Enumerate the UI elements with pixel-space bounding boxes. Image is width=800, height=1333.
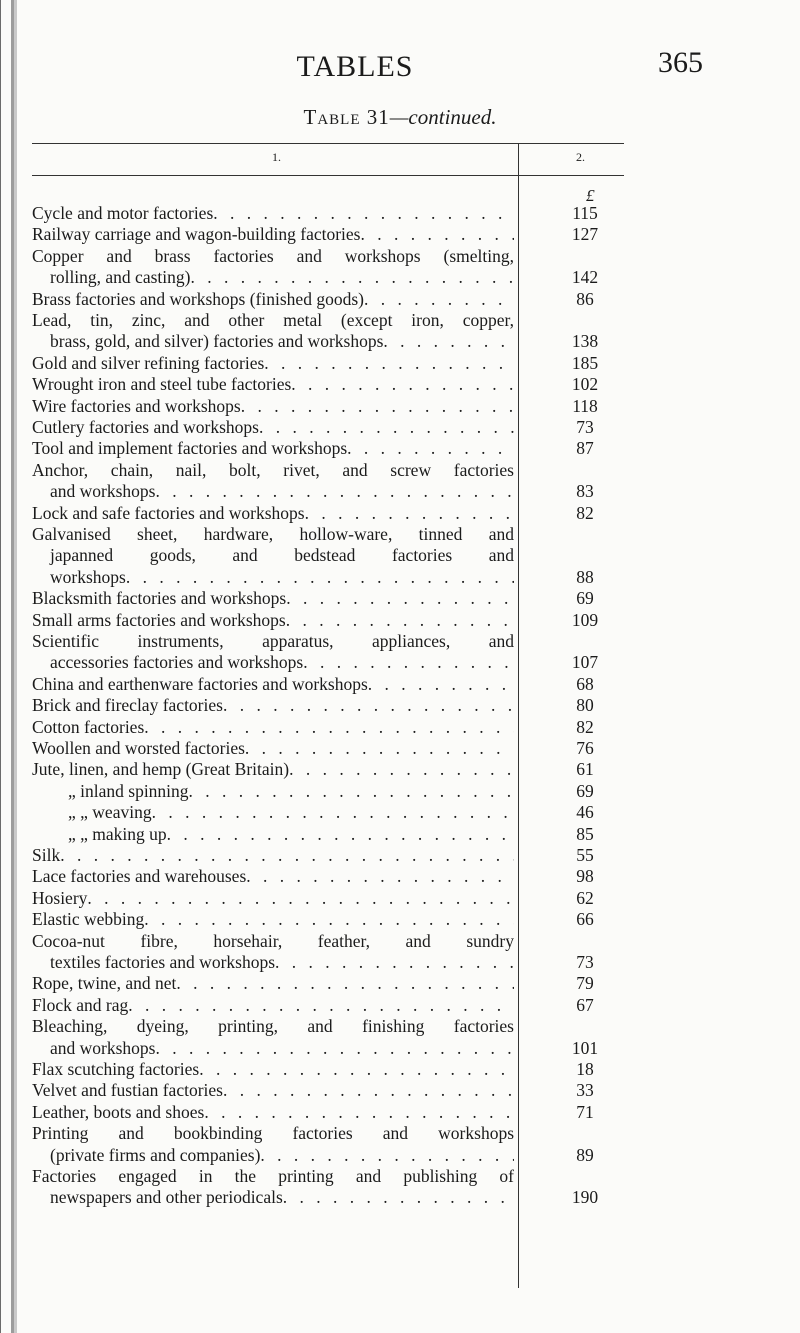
table-row xyxy=(32,845,514,866)
row-label-text: „ „ weaving xyxy=(68,802,152,823)
row-label-text: Rope, twine, and net xyxy=(32,973,177,994)
pound-unit-label: £ xyxy=(586,186,595,205)
row-label-line xyxy=(32,845,514,866)
row-label-line xyxy=(32,909,514,930)
row-label-line xyxy=(32,353,514,374)
row-label-text: workshops xyxy=(50,566,126,587)
row-value: 61 xyxy=(576,759,594,780)
row-label-line xyxy=(32,973,514,994)
row-label-text: Wire factories and workshops xyxy=(32,395,241,416)
row-value: 71 xyxy=(576,1101,594,1122)
table-row xyxy=(32,1059,514,1080)
row-value: 18 xyxy=(576,1059,594,1079)
row-value: 115 xyxy=(572,203,598,223)
dot-leader xyxy=(190,267,514,288)
row-value: 55 xyxy=(576,845,594,865)
table-row xyxy=(32,995,514,1016)
row-label-line xyxy=(32,417,514,438)
page-number: 365 xyxy=(658,46,703,79)
row-value: 62 xyxy=(576,887,594,908)
table-top-rule xyxy=(32,143,624,144)
row-value: 82 xyxy=(576,716,594,737)
dot-leader xyxy=(286,588,514,609)
table-row xyxy=(32,224,514,245)
row-label-line xyxy=(32,824,514,845)
row-label-line xyxy=(32,952,514,973)
row-label-line xyxy=(32,396,514,417)
table-row xyxy=(32,866,514,887)
dot-leader xyxy=(60,845,514,866)
row-label-text: Cycle and motor factories xyxy=(32,203,214,223)
dot-leader xyxy=(128,995,514,1016)
dot-leader xyxy=(126,567,514,588)
dot-leader xyxy=(360,224,514,245)
dot-leader xyxy=(199,1059,514,1080)
row-label-text: and workshops xyxy=(50,481,156,502)
table-row xyxy=(32,1166,514,1209)
dot-leader xyxy=(291,374,514,395)
table-row xyxy=(32,588,514,609)
row-label-text: Cutlery factories and workshops xyxy=(32,417,259,437)
row-value: 69 xyxy=(576,780,594,801)
row-label-line xyxy=(32,481,514,502)
table-caption xyxy=(0,105,800,130)
row-value: 118 xyxy=(572,395,598,416)
table-row xyxy=(32,909,514,930)
row-label-line xyxy=(32,1187,514,1208)
row-value: 87 xyxy=(576,438,594,459)
table-row xyxy=(32,203,514,224)
row-value: 66 xyxy=(576,909,594,930)
row-value: 83 xyxy=(576,481,594,502)
table-caption-continued: —continued. xyxy=(389,105,497,129)
row-label-text: newspapers and other periodicals xyxy=(50,1187,283,1208)
dot-leader xyxy=(259,417,514,438)
table-row xyxy=(32,610,514,631)
row-label-line: Anchor, chain, nail, bolt, rivet, and screw factories xyxy=(32,459,514,480)
column-divider xyxy=(518,143,519,1288)
dot-leader xyxy=(213,203,514,224)
column-header-2: 2. xyxy=(576,150,585,164)
row-label-line xyxy=(32,759,514,780)
row-label-line xyxy=(32,674,514,695)
dot-leader xyxy=(152,802,514,823)
row-value: 80 xyxy=(576,695,594,716)
row-value: 109 xyxy=(571,609,599,630)
row-value: 69 xyxy=(576,588,594,609)
row-label-line xyxy=(32,567,514,588)
table-row xyxy=(32,1123,514,1166)
dot-leader xyxy=(275,952,514,973)
row-label-line xyxy=(32,802,514,823)
table-row xyxy=(32,824,514,845)
table-row xyxy=(32,888,514,909)
row-label-text: Woollen and worsted factories xyxy=(32,738,245,758)
dot-leader xyxy=(189,781,514,802)
table-row xyxy=(32,1102,514,1123)
table-row xyxy=(32,674,514,695)
row-label-line xyxy=(32,652,514,673)
row-label-text: Elastic webbing xyxy=(32,909,145,930)
row-label-line xyxy=(32,374,514,395)
row-label-text: Gold and silver refining factories xyxy=(32,352,265,373)
dot-leader xyxy=(241,396,514,417)
row-value: 68 xyxy=(576,673,594,694)
dot-leader xyxy=(144,717,514,738)
table-row xyxy=(32,717,514,738)
table-row xyxy=(32,973,514,994)
row-value: 102 xyxy=(571,374,599,395)
table-row xyxy=(32,310,514,353)
row-value: 33 xyxy=(576,1080,594,1101)
row-value: 46 xyxy=(576,802,594,823)
row-label-line: Galvanised sheet, hardware, hollow-ware, tinned and xyxy=(32,524,514,544)
row-label-text: textiles factories and workshops xyxy=(50,952,276,972)
row-label-text: Cotton factories xyxy=(32,716,145,737)
row-label-line xyxy=(32,331,514,352)
dot-leader xyxy=(176,973,514,994)
table-row xyxy=(32,931,514,974)
table-row xyxy=(32,759,514,780)
row-value: 73 xyxy=(576,417,594,437)
row-label-text: Jute, linen, and hemp (Great Britain) xyxy=(32,759,290,780)
row-value: 127 xyxy=(571,224,599,245)
column-header-1: 1. xyxy=(272,150,281,164)
row-label-line xyxy=(32,888,514,909)
dot-leader xyxy=(204,1102,514,1123)
dot-leader xyxy=(246,866,514,887)
row-label-line xyxy=(32,203,514,224)
row-value: 89 xyxy=(576,1144,594,1165)
row-label-text: Velvet and fustian factories xyxy=(32,1080,223,1101)
row-label-line: Copper and brass factories and workshops (smelting, xyxy=(32,245,514,266)
row-value: 76 xyxy=(576,738,594,758)
row-label-text: rolling, and casting) xyxy=(50,267,191,288)
table-row xyxy=(32,738,514,759)
dot-leader xyxy=(283,1187,514,1208)
row-label-line xyxy=(32,1080,514,1101)
dot-leader xyxy=(260,1145,514,1166)
table-row xyxy=(32,503,514,524)
row-label-line: Factories engaged in the printing and publishing of xyxy=(32,1166,514,1186)
header-bottom-rule xyxy=(32,175,624,176)
row-value: 138 xyxy=(571,331,599,352)
row-label-line: japanned goods, and bedstead factories and xyxy=(50,545,514,566)
row-value: 82 xyxy=(576,502,594,523)
row-value: 88 xyxy=(576,566,594,587)
row-label-text: Blacksmith factories and workshops xyxy=(32,588,287,609)
row-label-line xyxy=(32,995,514,1016)
row-label-text: „ „ making up xyxy=(68,823,167,844)
row-value: 98 xyxy=(576,866,594,887)
row-label-line xyxy=(32,224,514,245)
dot-leader xyxy=(289,759,514,780)
dot-leader xyxy=(264,353,514,374)
dot-leader xyxy=(303,652,514,673)
dot-leader xyxy=(167,824,514,845)
row-label-text: and workshops xyxy=(50,1037,156,1058)
row-label-text: Brass factories and workshops (finished goods) xyxy=(32,288,364,309)
row-label-text: Small arms factories and workshops xyxy=(32,609,286,630)
row-label-text: Tool and implement factories and workshops xyxy=(32,438,348,459)
table-row xyxy=(32,417,514,438)
dot-leader xyxy=(223,695,514,716)
row-label-text: Flock and rag xyxy=(32,994,129,1015)
table-row xyxy=(32,396,514,417)
table-row xyxy=(32,374,514,395)
dot-leader xyxy=(305,503,514,524)
dot-leader xyxy=(87,888,514,909)
table-row xyxy=(32,781,514,802)
table-row xyxy=(32,1016,514,1059)
row-label-line xyxy=(32,738,514,759)
row-label-text: Railway carriage and wagon-building factories xyxy=(32,224,361,245)
row-label-line xyxy=(32,267,514,288)
row-label-text: Brick and fireclay factories xyxy=(32,695,223,716)
dot-leader xyxy=(245,738,514,759)
table-row xyxy=(32,438,514,459)
row-label-line xyxy=(32,695,514,716)
row-value: 86 xyxy=(576,288,594,309)
row-label-line xyxy=(32,781,514,802)
row-label-line xyxy=(32,503,514,524)
dot-leader xyxy=(368,674,514,695)
row-label-text: accessories factories and workshops xyxy=(50,652,304,673)
table-row xyxy=(32,246,514,289)
row-label-line xyxy=(32,1038,514,1059)
row-label-text: China and earthenware factories and workshops xyxy=(32,673,368,694)
dot-leader xyxy=(155,481,514,502)
row-label-text: Flax scutching factories xyxy=(32,1059,200,1079)
table-row xyxy=(32,631,514,674)
row-label-line xyxy=(32,1145,514,1166)
row-label-line xyxy=(32,438,514,459)
row-label-line xyxy=(32,588,514,609)
row-label-line: Scientific instruments, apparatus, appliances, and xyxy=(32,631,514,651)
dot-leader xyxy=(144,909,514,930)
row-label-line xyxy=(32,610,514,631)
row-value: 73 xyxy=(576,952,594,972)
row-label-line xyxy=(32,717,514,738)
row-label-line: Lead, tin, zinc, and other metal (except iron, copper, xyxy=(32,310,514,330)
row-label-line xyxy=(32,1102,514,1123)
row-label-text: Lock and safe factories and workshops xyxy=(32,502,305,523)
row-value: 101 xyxy=(571,1037,599,1058)
table-row xyxy=(32,353,514,374)
table-caption-label: Table 31 xyxy=(303,105,390,129)
row-value: 67 xyxy=(576,994,594,1015)
row-label-text: Hosiery xyxy=(32,887,88,908)
running-title: TABLES xyxy=(296,50,414,83)
row-value: 185 xyxy=(571,352,599,373)
dot-leader xyxy=(347,438,514,459)
dot-leader xyxy=(364,289,514,310)
row-value: 142 xyxy=(571,267,599,288)
row-value: 79 xyxy=(576,973,594,994)
row-value: 107 xyxy=(571,652,599,673)
row-label-line: Cocoa-nut fibre, horsehair, feather, and sundry xyxy=(32,930,514,951)
page-binding-edge xyxy=(0,0,11,1333)
row-label-line xyxy=(32,866,514,887)
table-row xyxy=(32,802,514,823)
row-label-text: (private firms and companies) xyxy=(50,1144,261,1165)
row-label-text: Silk xyxy=(32,845,61,865)
dot-leader xyxy=(155,1038,514,1059)
row-label-text: „ inland spinning xyxy=(68,780,189,801)
row-label-text: Lace factories and warehouses xyxy=(32,866,247,887)
table-row xyxy=(32,695,514,716)
row-label-line xyxy=(32,289,514,310)
dot-leader xyxy=(223,1080,514,1101)
row-value: 85 xyxy=(576,823,594,844)
table-row xyxy=(32,524,514,588)
table-row xyxy=(32,1080,514,1101)
row-value: 190 xyxy=(571,1187,599,1208)
row-label-text: Wrought iron and steel tube factories xyxy=(32,374,292,395)
table-row xyxy=(32,289,514,310)
row-label-line: Bleaching, dyeing, printing, and finishing factories xyxy=(32,1016,514,1037)
row-label-line: Printing and bookbinding factories and workshops xyxy=(32,1123,514,1144)
dot-leader xyxy=(383,331,514,352)
row-label-text: brass, gold, and silver) factories and workshops xyxy=(50,331,384,352)
dot-leader xyxy=(286,610,514,631)
row-label-text: Leather, boots and shoes xyxy=(32,1101,205,1122)
table-row xyxy=(32,460,514,503)
row-label-line xyxy=(32,1059,514,1080)
